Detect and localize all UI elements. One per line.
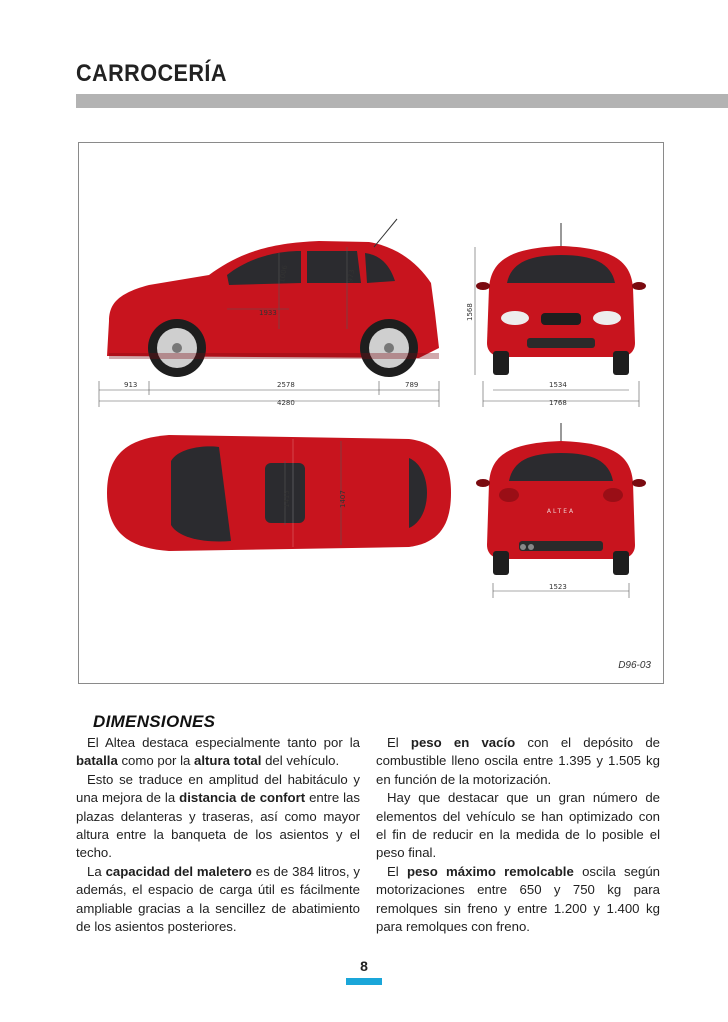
dim-width: 1768 [549,399,567,407]
bold-term: altura total [194,753,262,769]
vehicle-drawings [79,143,663,683]
top-view-car [107,435,451,551]
bold-term: peso en vacío [410,735,516,750]
text-run: La [87,863,106,879]
dim-pillar-a: 1006 [278,264,290,284]
text-run: El Altea destaca especialmente tanto por la [87,735,360,750]
text-run: Hay que destacar que un gran número de elementos del vehículo se han optimizado con el fin de reducir en la medida de lo posible el peso final. [376,790,660,861]
dim-track-rear: 1523 [549,583,567,591]
bold-term: peso máximo remolcable [407,863,574,879]
dim-pillar-b: 973 [346,268,357,284]
bold-term: batalla [76,753,118,769]
paragraph [376,789,660,863]
paragraph [76,771,360,863]
rear-view-car [476,423,646,575]
title-bar [76,94,728,108]
dim-length: 4280 [277,399,295,407]
dim-door: 1933 [259,309,277,317]
paragraph [76,863,360,937]
text-run: como por la [117,753,195,769]
text-run: es de 384 litros, y además, el espacio de carga útil es fácilmente ampliable gracias a la sencillez de abatimiento de los asientos posteriores. [76,863,360,935]
dim-track-front: 1534 [549,381,567,389]
bold-term: distancia de confort [179,790,306,806]
paragraph [376,863,660,937]
text-run: El [387,863,407,879]
section-title: CARROCERÍA [76,60,227,87]
dim-inner-width: 1415 [283,490,291,508]
text-run: El [387,735,411,750]
page-number: 8 [360,958,368,974]
front-view-car [476,223,646,375]
dim-outer-width: 1407 [339,490,347,508]
text-run: oscila según motorizaciones entre 650 y 750 kg para remolques sin freno y entre 1.200 y 1.400 kg para remolques con freno. [376,863,660,935]
text-run: del vehículo. [261,753,340,769]
figure-code: D96-03 [618,660,651,671]
text-run: entre las plazas delanteras y traseras, así como mayor altura entre la banqueta de los asientos y el techo. [76,790,360,861]
dim-front-overhang: 913 [124,381,138,389]
dim-height: 1568 [466,303,474,321]
dim-rear-overhang: 789 [405,381,419,389]
right-column [376,734,660,936]
paragraph [76,734,360,771]
text-run: con el depósito de combustible lleno oscila entre 1.395 y 1.505 kg en función de la motorización. [376,735,660,787]
page-number-bar [346,978,382,985]
bold-term: capacidad del maletero [105,863,252,879]
section-heading: DIMENSIONES [93,712,216,731]
vehicle-dimensions-figure [78,142,664,684]
rear-badge: ALTEA [546,508,576,515]
text-run: Esto se traduce en amplitud del habitáculo y una mejora de la [76,771,360,806]
paragraph [376,734,660,789]
dim-wheelbase: 2578 [277,381,295,389]
side-view-car [107,219,439,377]
left-column [76,734,360,936]
